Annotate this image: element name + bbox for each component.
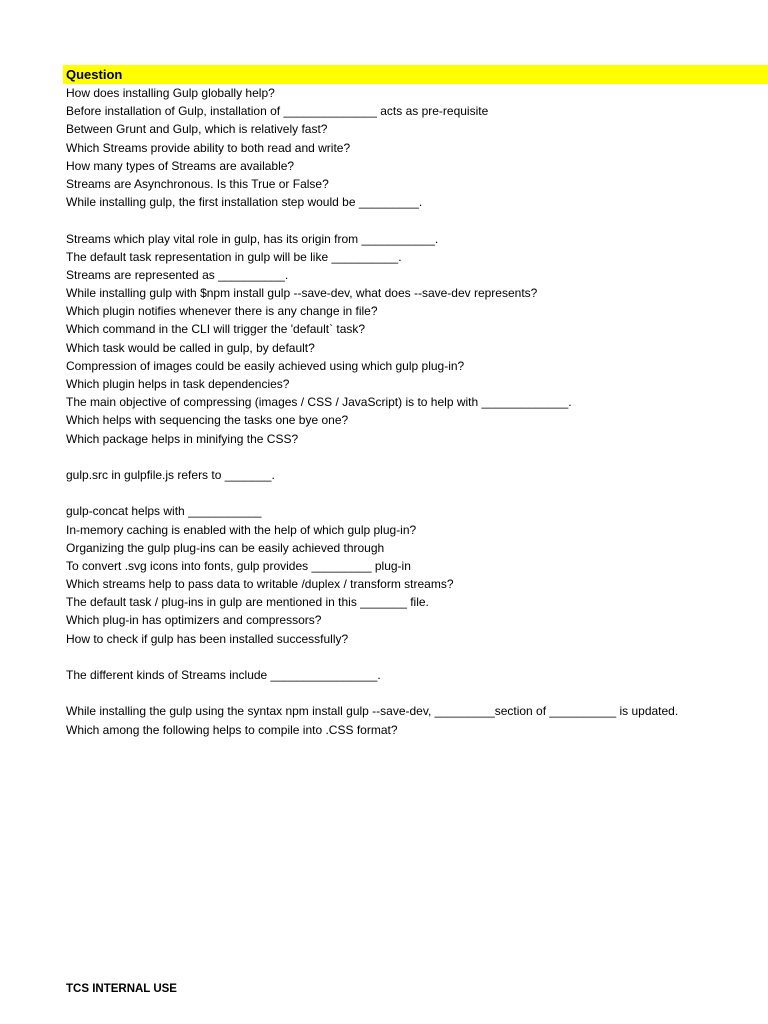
question-row: Which helps with sequencing the tasks one bye one? [66, 413, 349, 428]
question-row: gulp.src in gulpfile.js refers to _______. [66, 467, 275, 482]
blank-row [66, 648, 766, 666]
question-row: Which package helps in minifying the CSS? [66, 431, 299, 446]
question-row: Organizing the gulp plug-ins can be easily achieved through [66, 540, 385, 555]
question-row: Which plugin notifies whenever there is any change in file? [66, 304, 378, 319]
question-row: Compression of images could be easily achieved using which gulp plug-in? [66, 358, 465, 373]
question-row: Before installation of Gulp, installation of ______________ acts as pre-requisite [66, 104, 489, 119]
question-row: The different kinds of Streams include ________________. [66, 668, 381, 682]
question-row: How many types of Streams are available? [66, 158, 295, 173]
question-row: gulp-concat helps with ___________ [66, 504, 262, 519]
question-row: Streams are Asynchronous. Is this True or False? [66, 176, 329, 191]
blank-row [66, 211, 766, 229]
question-row: Which plug-in has optimizers and compressors? [66, 613, 322, 628]
question-row: The default task / plug-ins in gulp are mentioned in this _______ file. [66, 595, 429, 610]
question-row: How does installing Gulp globally help? [66, 86, 275, 100]
question-row: Which command in the CLI will trigger the 'default` task? [66, 322, 366, 337]
question-row: Which plugin helps in task dependencies? [66, 377, 290, 391]
question-row: Which Streams provide ability to both read and write? [66, 140, 351, 155]
question-row: While installing the gulp using the syntax npm install gulp --save-dev, _________section of __________ is updated. [66, 704, 679, 719]
question-row: To convert .svg icons into fonts, gulp provides _________ plug-in [66, 558, 411, 573]
question-row: The main objective of compressing (images / CSS / JavaScript) is to help with _____________. [66, 395, 572, 410]
question-row: In-memory caching is enabled with the help of which gulp plug-in? [66, 522, 417, 537]
question-row: The default task representation in gulp will be like __________. [66, 249, 402, 264]
question-row: Streams which play vital role in gulp, has its origin from ___________. [66, 231, 439, 246]
question-row: While installing gulp with $npm install gulp --save-dev, what does --save-dev represents? [66, 286, 538, 301]
question-row: Which among the following helps to compile into .CSS format? [66, 722, 398, 737]
question-row: How to check if gulp has been installed successfully? [66, 631, 349, 646]
blank-row [66, 484, 766, 502]
question-row: Streams are represented as __________. [66, 267, 289, 282]
question-row: Which task would be called in gulp, by default? [66, 340, 315, 355]
header-highlight-bar [63, 65, 768, 84]
column-header-question: Question [66, 67, 123, 82]
question-row: Between Grunt and Gulp, which is relatively fast? [66, 122, 328, 137]
question-row: Which streams help to pass data to writable /duplex / transform streams? [66, 577, 454, 592]
question-row: While installing gulp, the first installation step would be _________. [66, 195, 423, 210]
footer-classification-label: TCS INTERNAL USE [66, 983, 177, 995]
question-list [66, 84, 766, 739]
blank-row [66, 448, 766, 466]
blank-row [66, 684, 766, 702]
